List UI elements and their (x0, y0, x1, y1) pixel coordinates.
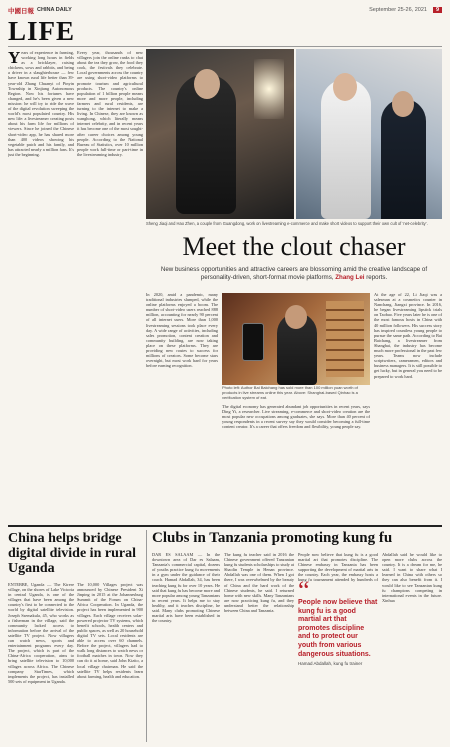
reports-text: reports. (366, 274, 388, 281)
pull-quote-attribution: Hamad Abdallah, kung fu trainer (298, 661, 363, 667)
middle-photo (222, 293, 370, 385)
pull-quote-text: People now believe that kung fu is a good martial art that promotes discipline and to protect our youth from various dangerous situations. (298, 599, 378, 658)
story2-column-1: ENTEBBE, Uganda — The Kirere village, on the shores of Lake Victoria in central Uganda, is one of the villages that have been among the country's first to be connected to the world by digital satellite television. Joseph Ssemakula, 45, who works as a fisherman in the village, said the community lacked access to information before the arrival of the satellite TV project. Now villagers can watch news, sports and entertainment programs every day. The project, which is part of the China-Africa cooperation, aims to bring satellite television to 10,000 villages across Africa. The Chinese company StarTimes, which implements the project, has installed 500 sets of equipment in Uganda. (8, 582, 74, 684)
top-photo-caption: Sheng Jiaqi and Hao Zhen, a couple from Guangdong, work on livestreaming e-commerce and make short videos to support their own cult of ‘net-celebrity’. (146, 221, 428, 226)
masthead-name: CHINA DAILY (37, 7, 72, 13)
section-divider (8, 525, 442, 527)
shelf-graphic (326, 301, 364, 377)
main-deck (150, 266, 438, 282)
article-column-3: In 2020, amid a pandemic, many traditional industries slumped, while the online platforms enjoyed a boom. The number of short-video users reached 888 million, accounting for nearly 90 percent of all internet users. More than 1,000 livestreaming sessions took place every day. A wide range of activities, including sales promotion, content creation and community building, are now taking place on these platforms. They are providing new routes to success for millions of creators. Some become stars overnight, but most work hard for years before earning recognition. (146, 292, 218, 369)
story3-column-3: People now believe that kung fu is a good martial art that promotes discipline. The Chinese embassy in Tanzania has been supporting the development of martial arts in the country. Each year, the embassy hosts a kung fu tournament attended by hundreds of (298, 552, 378, 582)
person-face (285, 305, 307, 329)
article-column-2: Every year, thousands of new villagers join the online ranks to chat about the tea they grow, the food they cook, the festivals they celebrate. Local governments across the country are using short-video platforms to promote tourism and agricultural products. The country's online population of 1 billion people means more and more people, including farmers and rural residents, are turning to the internet to make a living. In Chinese, they are known as wanghong, which literally means internet celebrity, and in recent years it has become one of the most sought-after career choices among young people. According to the National Bureau of Statistics, over 10 million people work full-time or part-time in the livestreaming industry. (77, 50, 143, 157)
person-face (333, 73, 357, 101)
top-rule (8, 46, 442, 47)
story3-headline: Clubs in Tanzania promoting kung fu (152, 530, 393, 546)
page-header (8, 5, 442, 15)
light-glow (254, 59, 284, 119)
person-face (194, 69, 220, 99)
phone-graphic (242, 323, 264, 361)
section-title: LIFE (8, 16, 76, 46)
middle-photo-caption: Photo left: Author Bai Baichang has sold more than 100 million yuan worth of products in live streams online this year. Above: Shanghai-based Qinhao is a verification system of eat. (222, 385, 358, 400)
story2-column-2: The 10,000 Villages project was announced by Chinese President Xi Jinping in 2015 at the Johannesburg Summit of the Forum on China-Africa Cooperation. In Uganda, the project has been implemented in 900 villages. Each village receives solar-powered projector TV systems, which benefit schools, health centers and public spaces, as well as 20 household digital TV sets. Local residents are able to access over 60 channels. Before the project, villagers had to walk long distances to watch news or football matches in town. Now they can do it at home, said John Kizito, a local village chairman. He said the satellite TV helps residents learn about farming, health and education. (77, 582, 143, 679)
issue-date: September 25-26, 2021 (369, 7, 427, 13)
person-silhouette (381, 99, 426, 219)
quote-mark-icon: “ (298, 576, 310, 605)
story3-column-4: Abdallah said he would like to open more clubs across the country. It is a dream for me, he said. I want to share what I learned in China with others so they can also benefit from it. I would like to see Tanzanian kung fu champions competing in international events in the future. Xinhua (382, 552, 442, 603)
top-photo-left (146, 49, 294, 219)
reporter-name: Zhang Lei (335, 274, 365, 281)
person-face (392, 91, 414, 117)
story2-headline: China helps bridge digital divide in rural Uganda (8, 531, 136, 576)
pull-quote (298, 576, 378, 667)
article-column-1: Years of experience in farming, working long hours in fields as a bricklayer, raising chickens, sows and rabbits, and being a driver in a slaughterhouse — few have known rural life better than 39-year-old Zhang Chuanyi of Pinyin Township in Xinjiang Autonomous Region. Now his fortunes have changed, and he's been given a new mission: he will try to ride the wave of the digital revolution sweeping the world's most populated country. His new life: a livestreamer creating posts about his farm life for millions of viewers. Since he joined the Chinese short-video app, he has shared more than 400 videos showing his vegetable patch and his family, and has attracted nearly a million fans. It's just the beginning. (8, 50, 74, 157)
main-headline: Meet the clout chaser (182, 232, 406, 261)
article-column-5: At the age of 22, Li Jiaqi was a salesman at a cosmetics counter in Nanchang, Jiangxi province. In 2016, he began livestreaming lipstick trials on Taobao. Five years later he is one of the most famous hosts in China with 40 million followers. His success story has inspired countless young people to pursue the same path. According to Bai Baichang, a livestreamer from Shanghai, the industry has become much more professional in the past few years. Teams now include scriptwriters, cameramen, editors and business managers. It is still possible to get lucky, but in general you need to be prepared to work hard. (374, 292, 442, 379)
deck-text: New business opportunities and attractive careers are blossoming amid the creative landscape of personality-driven, short-format movie platforms, (160, 266, 428, 281)
top-photo-right (296, 49, 442, 219)
story3-column-1: DAR ES SALAAM — In the downtown area of Dar es Salaam, Tanzania's commercial capital, dozens of youths practice kung fu movements in a gym under the guidance of their coach. Hamad Abdallah, 34, has been teaching kung fu for over 10 years. He said that kung fu has become more and more popular among young Tanzanians in recent years. It helps me to stay healthy, and it teaches discipline, he said. Many clubs promoting Chinese martial arts have been established in the country. (152, 552, 220, 624)
masthead-logo: 中國日報 (8, 7, 34, 15)
article-column-4: The digital economy has generated abundant job opportunities in recent years, says Ding Yi, a researcher. Live streaming, e-commerce and short-video creation are the most popular new occupations among graduates, she says. More than 40 percent of young respondents in a recent survey say they would consider becoming a full-time content creator. It's a career that offers freedom and flexibility, young people say. (222, 404, 370, 430)
column-divider (146, 530, 147, 742)
story3-column-2: The kung fu teacher said in 2016 the Chinese government offered Tanzanian kung fu students scholarships to study at Shaolin Temple in Henan province. Abdallah was one of them. When I got there, I was overwhelmed by the beauty of China and the hard work of the Chinese students, he said. I returned home with new skills. Many Tanzanians are now practicing kung fu, and they understand better the relationship between China and Tanzania. (224, 552, 294, 614)
page-number: 9 (433, 7, 442, 13)
